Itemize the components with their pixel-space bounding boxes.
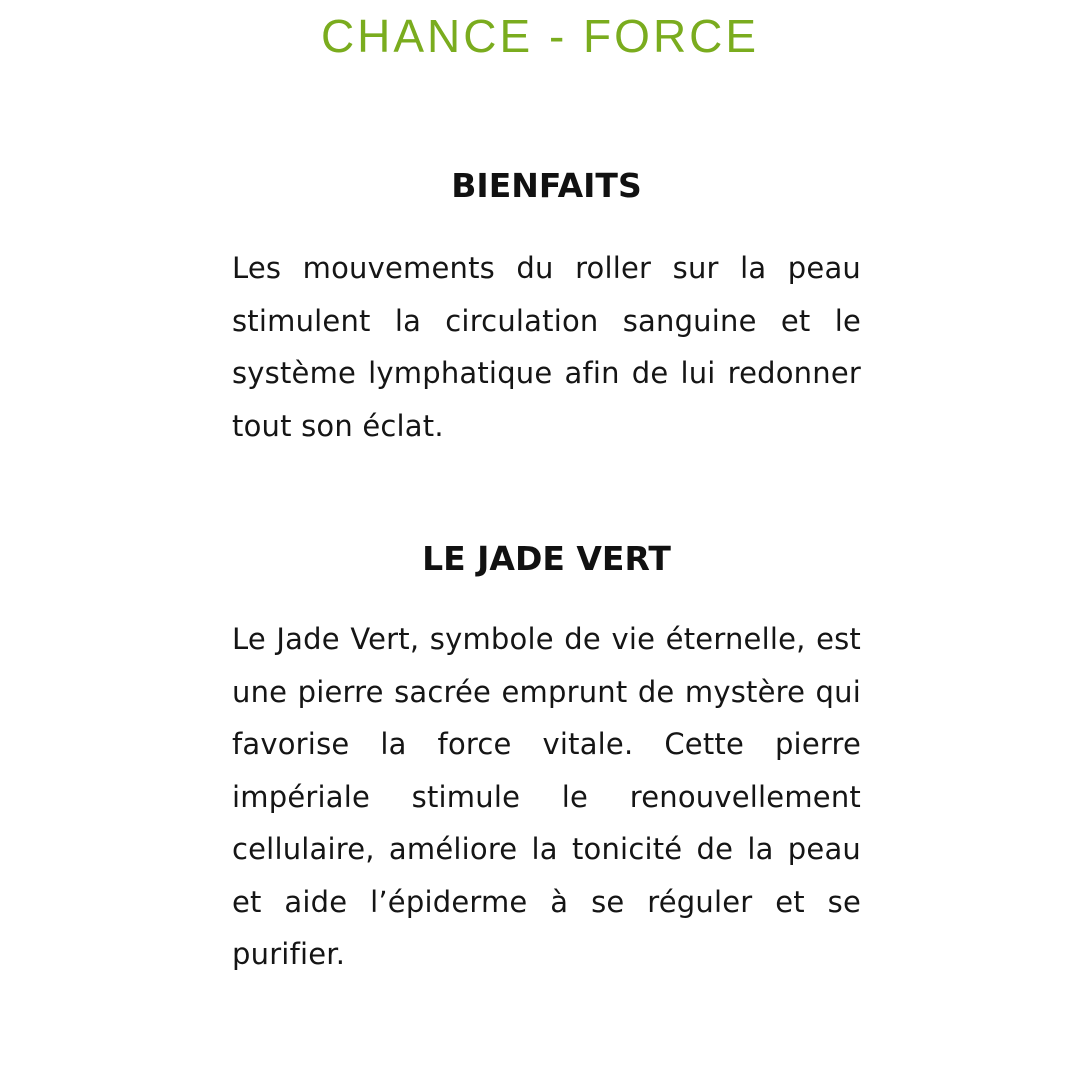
page-title: CHANCE - FORCE [320, 10, 760, 62]
section-heading-bienfaits: BIENFAITS [451, 166, 642, 205]
section-heading-le-jade-vert: LE JADE VERT [422, 539, 671, 578]
section-body-le-jade-vert: Le Jade Vert, symbole de vie éternelle, est une pierre sacrée emprunt de mystère qui favorise la force vitale. Cette pierre impériale stimule le renouvellement cellulaire, améliore la tonicité de la peau et aide l’épiderme à se réguler et se purifier. [232, 622, 861, 971]
section-body-bienfaits: Les mouvements du roller sur la peau stimulent la circulation sanguine et le système lymphatique afin de lui redonner tout son éclat. [232, 251, 861, 443]
section-bienfaits [232, 164, 861, 452]
section-le-jade-vert [232, 537, 861, 981]
